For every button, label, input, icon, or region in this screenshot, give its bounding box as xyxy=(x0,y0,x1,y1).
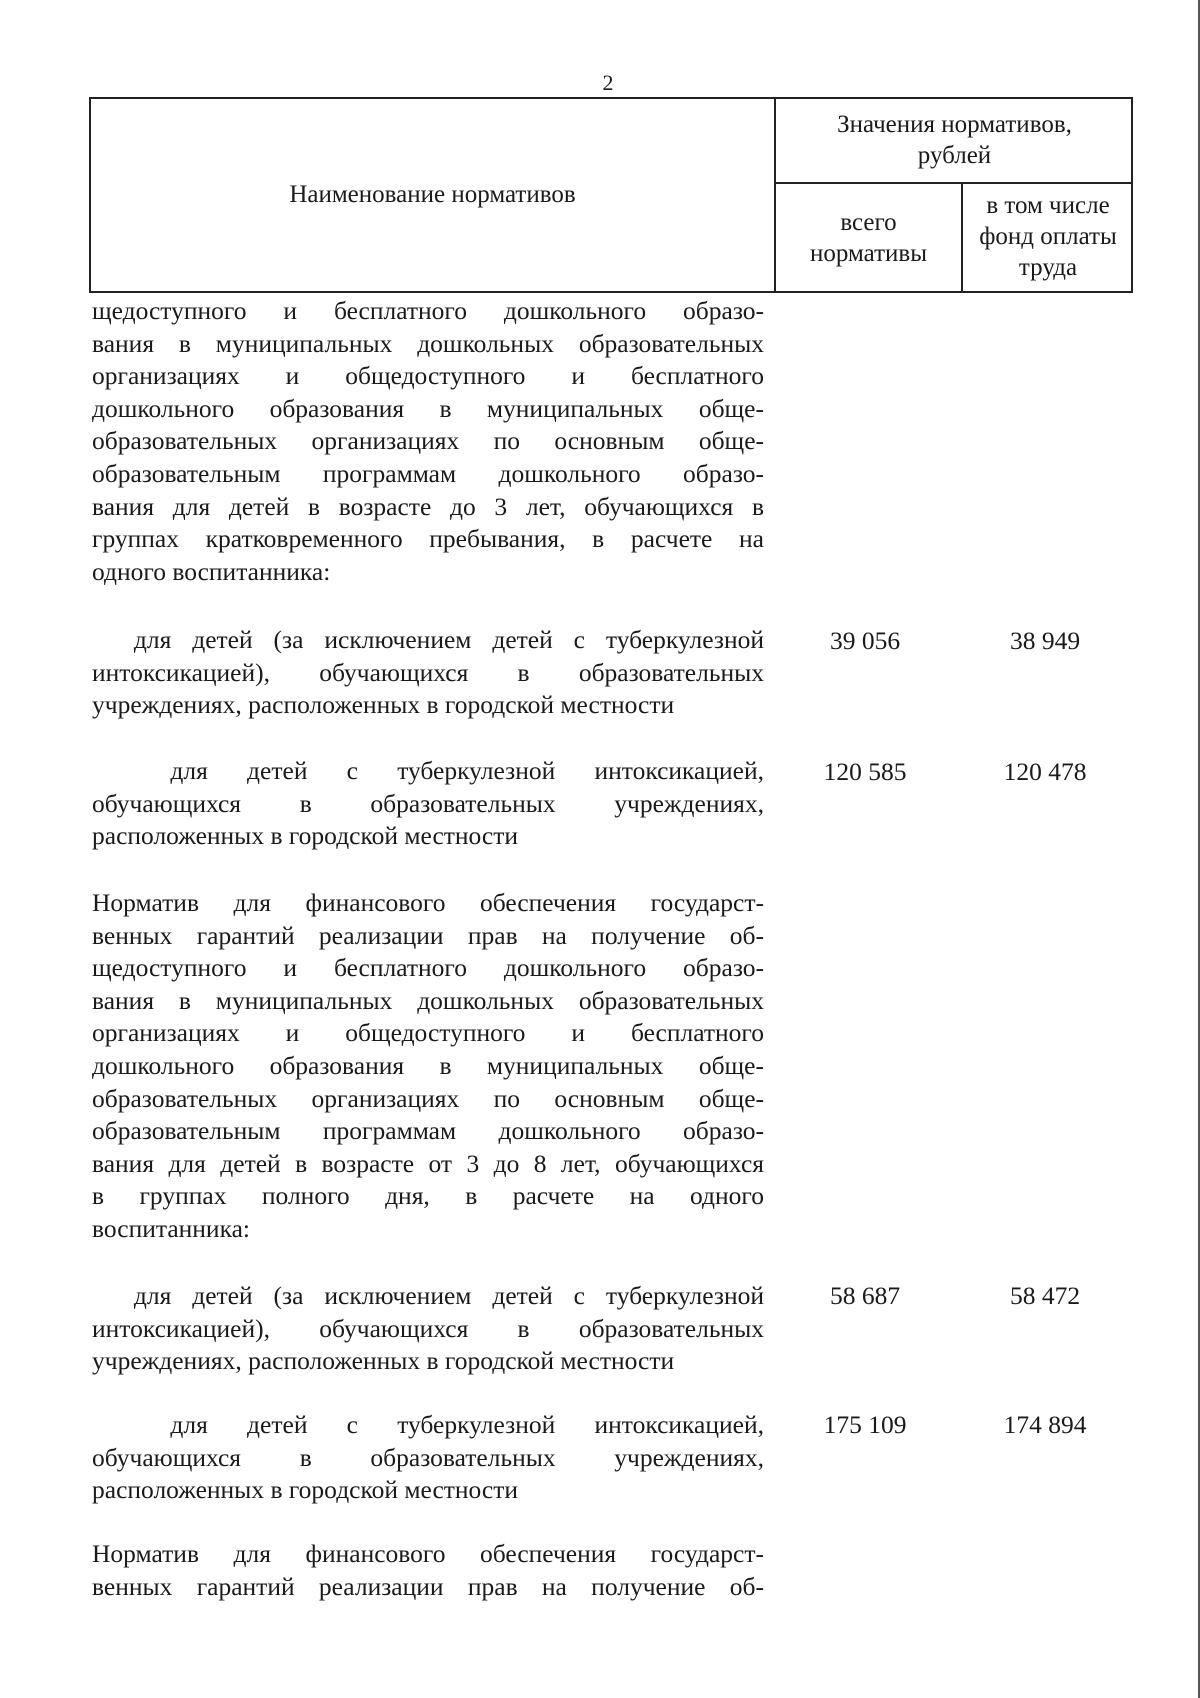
norm-row xyxy=(92,1409,764,1507)
text-line: учреждениях, расположенных в городской местности xyxy=(92,690,675,720)
text-line: образовательным программам дошкольного образо- xyxy=(92,1116,764,1146)
norm-row xyxy=(92,755,764,853)
norm-wages-value: 174 894 xyxy=(1003,1410,1087,1439)
text-line: вания для детей в возрасте от 3 до 8 лет, обучающихся xyxy=(92,1148,764,1178)
text-line: для детей (за исключением детей с туберкулезной xyxy=(92,1281,764,1310)
text-line: одного воспитанника: xyxy=(92,556,331,586)
norm-wages-value: 38 949 xyxy=(1009,626,1081,655)
text-line: для детей с туберкулезной интоксикацией, xyxy=(92,756,764,785)
text-line: дошкольного образования в муниципальных обще- xyxy=(92,1050,764,1080)
text-line: образовательных организациях по основным обще- xyxy=(92,426,764,456)
text-line: дошкольного образования в муниципальных обще- xyxy=(92,393,764,423)
text-line: интоксикацией), обучающихся в образовательных xyxy=(92,657,764,687)
text-line: венных гарантий реализации прав на получение об- xyxy=(92,920,764,950)
header-values-line: Значения нормативов, xyxy=(837,111,1072,138)
norm-description xyxy=(92,887,764,1246)
text-line: щедоступного и бесплатного дошкольного образо- xyxy=(92,296,764,325)
norm-total-value: 58 687 xyxy=(829,1281,901,1310)
text-line: Норматив для финансового обеспечения государст- xyxy=(92,1539,764,1568)
header-wages-line: в том числе xyxy=(986,192,1110,219)
header-total-line: всего xyxy=(840,209,897,236)
text-line: образовательным программам дошкольного образо- xyxy=(92,458,764,488)
text-line: для детей (за исключением детей с туберкулезной xyxy=(92,625,764,654)
norm-row xyxy=(92,1280,764,1378)
text-line: обучающихся в образовательных учреждениях, xyxy=(92,1442,764,1472)
page-number: 2 xyxy=(602,70,614,95)
header-values-line: рублей xyxy=(917,142,992,169)
header-total-column xyxy=(776,207,961,269)
text-line: обучающихся в образовательных учреждениях, xyxy=(92,788,764,818)
norm-total-value: 175 109 xyxy=(823,1410,907,1439)
text-line: образовательных организациях по основным обще- xyxy=(92,1083,764,1113)
text-line: организациях и общедоступного и бесплатного xyxy=(92,361,764,391)
text-line: венных гарантий реализации прав на получение об- xyxy=(92,1571,764,1601)
text-line: расположенных в городской местности xyxy=(92,1475,519,1505)
norm-description xyxy=(92,1538,764,1603)
text-line: интоксикацией), обучающихся в образовательных xyxy=(92,1313,764,1343)
norm-total-value: 120 585 xyxy=(823,757,907,786)
norm-description xyxy=(92,295,764,588)
text-line: группах кратковременного пребывания, в расчете на xyxy=(92,524,764,554)
header-wages-column xyxy=(963,190,1133,283)
text-line: учреждениях, расположенных в городской местности xyxy=(92,1346,675,1376)
header-values-column xyxy=(776,109,1133,171)
header-name-column: Наименование нормативов xyxy=(289,181,576,208)
text-line: в группах полного дня, в расчете на одного xyxy=(92,1181,764,1211)
norm-row xyxy=(92,624,764,722)
text-line: расположенных в городской местности xyxy=(92,821,519,851)
text-line: для детей с туберкулезной интоксикацией, xyxy=(92,1410,764,1439)
norm-total-value: 39 056 xyxy=(829,626,901,655)
header-wages-line: фонд оплаты xyxy=(979,223,1117,250)
text-line: щедоступного и бесплатного дошкольного образо- xyxy=(92,953,764,983)
header-wages-line: труда xyxy=(1018,254,1078,281)
text-line: организациях и общедоступного и бесплатного xyxy=(92,1018,764,1048)
text-line: вания в муниципальных дошкольных образовательных xyxy=(92,328,764,358)
header-total-line: нормативы xyxy=(809,240,927,267)
text-line: вания для детей в возрасте до 3 лет, обучающихся в xyxy=(92,491,764,521)
table-header xyxy=(89,97,1133,293)
text-line: вания в муниципальных дошкольных образовательных xyxy=(92,985,764,1015)
text-line: воспитанника: xyxy=(92,1213,250,1243)
text-line: Норматив для финансового обеспечения государст- xyxy=(92,888,764,917)
header-divider xyxy=(776,182,1131,184)
norm-wages-value: 120 478 xyxy=(1003,757,1087,786)
norm-wages-value: 58 472 xyxy=(1009,1281,1081,1310)
